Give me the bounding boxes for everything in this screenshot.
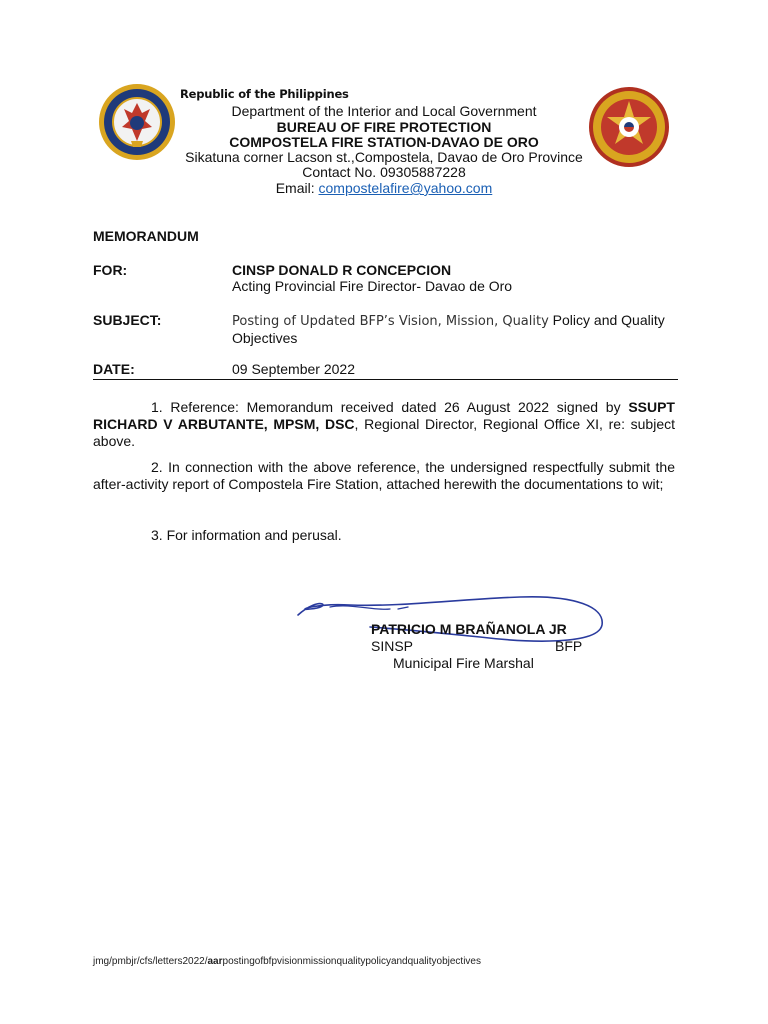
subject-label: SUBJECT: xyxy=(93,312,162,328)
subject-text-part2: Policy and Quality Objectives xyxy=(232,312,665,346)
paragraph-3 xyxy=(93,527,675,544)
paragraph-1-end: , Regional Director, Regional Office XI, re: subject above. xyxy=(93,416,675,449)
memo-heading: MEMORANDUM xyxy=(93,228,199,244)
file-reference xyxy=(93,956,481,967)
address-line: Sikatuna corner Lacson st.,Compostela, Davao de Oro Province xyxy=(185,149,583,165)
date-value: 09 September 2022 xyxy=(232,361,355,377)
department-line: Department of the Interior and Local Government xyxy=(231,103,537,119)
email-line xyxy=(150,181,618,196)
for-label: FOR: xyxy=(93,262,128,278)
email-link[interactable]: compostelafire@yahoo.com xyxy=(318,180,493,196)
signatory-name: PATRICIO M BRAÑANOLA JR xyxy=(371,621,567,637)
contact-line: Contact No. 09305887228 xyxy=(302,164,466,180)
paragraph-1 xyxy=(93,399,675,450)
paragraph-2-text: 2. In connection with the above reference, the undersigned respectfully submit the after-activity report of Compostela Fire Station, attached herewith the documentations to wit; xyxy=(93,459,675,492)
date-label: DATE: xyxy=(93,361,135,377)
subject-text-part1: Posting of Updated BFP’s Vision, Mission, Quality xyxy=(232,314,549,329)
header-divider xyxy=(93,379,678,380)
paragraph-1-start: 1. Reference: Memorandum received dated 26 August 2022 signed by xyxy=(151,399,629,415)
file-reference-prefix: jmg/pmbjr/cfs/letters2022/ xyxy=(93,956,208,967)
paragraph-2 xyxy=(93,459,675,493)
file-reference-bold: aar xyxy=(207,956,223,967)
signatory-rank: SINSP xyxy=(371,638,414,654)
station-line: COMPOSTELA FIRE STATION-DAVAO DE ORO xyxy=(229,134,539,150)
for-title: Acting Provincial Fire Director- Davao de Oro xyxy=(232,278,513,294)
for-name: CINSP DONALD R CONCEPCION xyxy=(232,262,452,278)
signatory-title: Municipal Fire Marshal xyxy=(393,655,534,671)
bureau-line: BUREAU OF FIRE PROTECTION xyxy=(276,119,492,135)
email-label: Email: xyxy=(275,180,319,196)
subject-value xyxy=(232,312,672,346)
republic-line: Republic of the Philippines xyxy=(180,87,349,101)
file-reference-suffix: postingofbfpvisionmissionqualitypolicyandqualityobjectives xyxy=(222,956,481,967)
signatory-unit: BFP xyxy=(555,638,583,654)
paragraph-3-text: 3. For information and perusal. xyxy=(151,527,342,543)
paragraph-1-bold: SSUPT RICHARD V ARBUTANTE, MPSM, DSC xyxy=(93,399,675,432)
